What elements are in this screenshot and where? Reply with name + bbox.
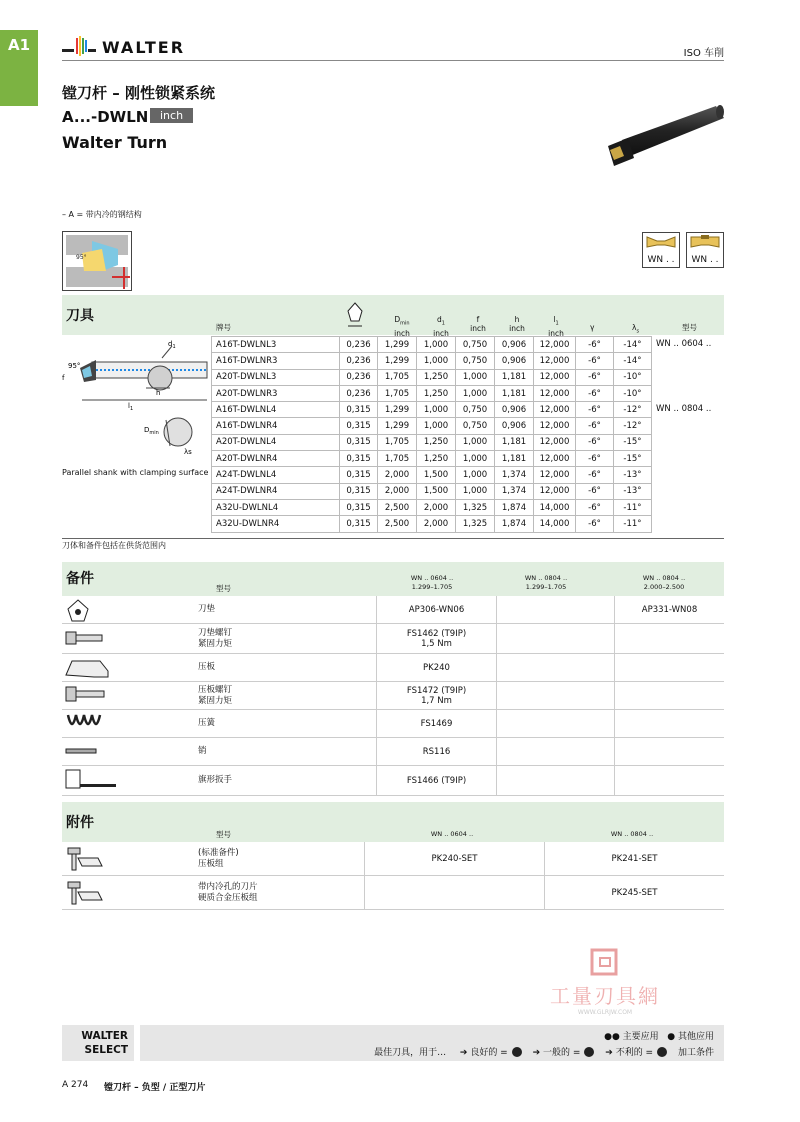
spare-col2 [496, 738, 614, 765]
tools-header [62, 295, 724, 338]
dmin-cell: 2,000 [378, 483, 417, 499]
ic-cell: 0,315 [340, 499, 378, 515]
l1-cell: 14,000 [534, 516, 576, 532]
dmin-label: $D_{min}$ [144, 426, 159, 436]
f-cell: 1,325 [456, 516, 495, 532]
lambda-cell: -13° [614, 467, 652, 483]
lambda-cell: -15° [614, 451, 652, 467]
lambda-cell: -12° [614, 402, 652, 418]
section-label: ISO 车削 [683, 48, 724, 59]
lambda-cell: -14° [614, 337, 652, 353]
spare-col1: AP306-WN06 [376, 596, 496, 623]
f-cell: 0,750 [456, 337, 495, 353]
ic-cell: 0,315 [340, 434, 378, 450]
gamma-cell: -6° [576, 418, 614, 434]
col-type: 型号 [682, 323, 697, 332]
spares-title: 备件 [66, 571, 94, 587]
accessory-col1 [364, 876, 544, 909]
watermark-text: 工量刃具網 [550, 984, 660, 1008]
designation-cell: A32U-DWLNL4 [212, 499, 340, 515]
insert-size-icon [346, 301, 364, 329]
dmin-cell: 1,705 [378, 385, 417, 401]
walter-select-box [62, 1025, 134, 1061]
lambda-cell: -11° [614, 499, 652, 515]
h-cell: 1,181 [495, 385, 534, 401]
accessories-list [62, 842, 724, 910]
dmin-cell: 2,000 [378, 467, 417, 483]
dmin-cell: 1,299 [378, 402, 417, 418]
walter-logo-icon [62, 36, 96, 58]
walter-logo [62, 36, 185, 58]
h-cell: 1,374 [495, 467, 534, 483]
l1-cell: 12,000 [534, 483, 576, 499]
d1-cell: 1,000 [417, 418, 456, 434]
page-title: 镗刀杆 – 刚性锁紧系统 [62, 84, 215, 102]
h-cell: 1,181 [495, 434, 534, 450]
insert-icon-1 [642, 232, 680, 268]
f-cell: 1,000 [456, 467, 495, 483]
d1-cell: 1,000 [417, 353, 456, 369]
designation-cell: A24T-DWLNR4 [212, 483, 340, 499]
designation-cell: A16T-DWLNR4 [212, 418, 340, 434]
tools-title: 刀具 [66, 308, 94, 324]
gamma-cell: -6° [576, 369, 614, 385]
table-row [212, 499, 725, 515]
f-cell: 0,750 [456, 353, 495, 369]
spare-col3 [614, 766, 724, 795]
shank-caption: Parallel shank with clamping surface [62, 468, 209, 477]
dmin-cell: 1,299 [378, 337, 417, 353]
tool-drawing [62, 338, 212, 410]
type-cell: WN .. 0804 .. [656, 403, 712, 414]
gamma-cell: -6° [576, 353, 614, 369]
col-dmin: $D_{min}$ inch [394, 315, 410, 338]
spare-part-icon [64, 711, 120, 737]
spare-col2 [496, 624, 614, 653]
col-l1: $l_1$ inch [548, 315, 564, 338]
accessory-row [62, 876, 724, 910]
insert-icon-2 [686, 232, 724, 268]
l1-cell: 12,000 [534, 337, 576, 353]
spares-col-3: WN .. 0804 .. 2.000–2.500 [642, 574, 686, 591]
dmin-cell: 2,500 [378, 499, 417, 515]
spare-icon-cell [62, 738, 198, 765]
d1-cell: 1,500 [417, 467, 456, 483]
clamp-set-icon [64, 878, 104, 908]
col-d1: $d_1$ inch [433, 315, 449, 338]
f-cell: 0,750 [456, 402, 495, 418]
h-cell: 0,906 [495, 353, 534, 369]
logo-text: WALTER [102, 37, 186, 57]
spare-row [62, 654, 724, 682]
f-cell: 1,000 [456, 385, 495, 401]
gamma-cell: -6° [576, 385, 614, 401]
dmin-cell: 1,299 [378, 353, 417, 369]
spare-row [62, 596, 724, 624]
accessories-header [62, 802, 724, 842]
dmin-cell: 1,299 [378, 418, 417, 434]
spare-col3: AP331-WN08 [614, 596, 724, 623]
accessories-title: 附件 [66, 815, 94, 831]
spares-col-1: WN .. 0604 .. 1.299–1.705 [410, 574, 454, 591]
spare-col3 [614, 738, 724, 765]
gamma-cell: -6° [576, 451, 614, 467]
spare-col1: FS1469 [376, 710, 496, 737]
spare-col2 [496, 710, 614, 737]
accessory-col2: PK241-SET [544, 842, 724, 875]
d1-cell: 2,000 [417, 516, 456, 532]
select-line1: WALTER [81, 1030, 128, 1042]
ic-cell: 0,236 [340, 385, 378, 401]
designation-cell: A20T-DWLNR4 [212, 451, 340, 467]
inch-badge: inch [150, 108, 193, 123]
normal-face-icon [584, 1047, 594, 1057]
lambda-cell: -11° [614, 516, 652, 532]
table-row [212, 385, 725, 401]
ic-cell: 0,315 [340, 418, 378, 434]
l1-cell: 12,000 [534, 369, 576, 385]
l1-cell: 12,000 [534, 451, 576, 467]
ic-cell: 0,236 [340, 353, 378, 369]
brand-title: Walter Turn [62, 133, 168, 152]
spare-col2 [496, 596, 614, 623]
l1-cell: 12,000 [534, 434, 576, 450]
ic-cell: 0,315 [340, 402, 378, 418]
supply-note: 刀体和备件包括在供货范围内 [62, 541, 166, 550]
lambda-label: λs [184, 448, 192, 456]
table-row [212, 434, 725, 450]
lambda-cell: -14° [614, 353, 652, 369]
col-gamma: γ [590, 323, 595, 332]
ic-cell: 0,315 [340, 516, 378, 532]
spare-icon-cell [62, 654, 198, 681]
spares-type-label: 型号 [216, 584, 231, 593]
accessory-col2: PK245-SET [544, 876, 724, 909]
type-cell: WN .. 0604 .. [656, 338, 712, 349]
spare-col1: FS1472 (T9IP) 1,7 Nm [376, 682, 496, 709]
dmin-cell: 2,500 [378, 516, 417, 532]
table-row [212, 353, 725, 369]
designation-cell: A24T-DWLNL4 [212, 467, 340, 483]
spare-row [62, 766, 724, 796]
h-cell: 1,181 [495, 451, 534, 467]
spare-name: 旗形扳手 [198, 775, 233, 785]
lambda-cell: -12° [614, 418, 652, 434]
designation-cell: A20T-DWLNR3 [212, 385, 340, 401]
ic-cell: 0,236 [340, 337, 378, 353]
ic-cell: 0,315 [340, 483, 378, 499]
spare-part-icon [64, 597, 120, 623]
h-cell: 1,374 [495, 483, 534, 499]
select-line2: SELECT [84, 1044, 128, 1056]
spare-col1: PK240 [376, 654, 496, 681]
designation-cell: A16T-DWLNL3 [212, 337, 340, 353]
l1-cell: 14,000 [534, 499, 576, 515]
watermark [540, 948, 670, 1016]
f-cell: 1,000 [456, 434, 495, 450]
tools-table [211, 336, 724, 533]
product-code: A...-DWLN [62, 108, 149, 126]
h-cell: 0,906 [495, 337, 534, 353]
spare-part-icon [64, 739, 120, 765]
spare-icon-cell [62, 682, 198, 709]
designation-cell: A20T-DWLNL3 [212, 369, 340, 385]
table-row [212, 337, 725, 353]
gamma-cell: -6° [576, 467, 614, 483]
spare-col1: RS116 [376, 738, 496, 765]
accessory-row [62, 842, 724, 876]
bad-face-icon [657, 1047, 667, 1057]
spare-part-icon [64, 626, 120, 652]
spare-col3 [614, 624, 724, 653]
l1-cell: 12,000 [534, 385, 576, 401]
table-row [212, 369, 725, 385]
h-cell: 0,906 [495, 418, 534, 434]
spare-name: 压簧 [198, 718, 216, 728]
lambda-cell: -10° [614, 385, 652, 401]
spare-icon-cell [62, 710, 198, 737]
col-lambda: $\lambda_s$ [632, 323, 640, 335]
designation-cell: A32U-DWLNR4 [212, 516, 340, 532]
spare-col2 [496, 766, 614, 795]
clamp-set-icon [64, 844, 104, 874]
insert-icon-label: WN . . [691, 255, 719, 265]
f-cell: 0,750 [456, 418, 495, 434]
spare-part-icon [64, 655, 120, 681]
gamma-cell: -6° [576, 337, 614, 353]
spare-name: 刀垫螺钉 紧固力矩 [198, 627, 233, 649]
spares-header [62, 562, 724, 596]
spare-col3 [614, 682, 724, 709]
gamma-cell: -6° [576, 483, 614, 499]
spare-row [62, 624, 724, 654]
spare-name: 刀垫 [198, 604, 216, 614]
col-f: f inch [470, 315, 486, 333]
cross-section-drawing [140, 412, 212, 456]
spare-col1: FS1466 (T9IP) [376, 766, 496, 795]
dmin-cell: 1,705 [378, 451, 417, 467]
gamma-cell: -6° [576, 434, 614, 450]
h-cell: 1,874 [495, 516, 534, 532]
d1-label: $d_1$ [168, 340, 176, 350]
watermark-sub: WWW.GLRJW.COM [577, 1009, 633, 1016]
good-face-icon [512, 1047, 522, 1057]
d1-cell: 1,250 [417, 369, 456, 385]
page-number: A 274 [62, 1080, 89, 1090]
accessories-type-label: 型号 [216, 830, 231, 839]
dmin-cell: 1,705 [378, 434, 417, 450]
l1-cell: 12,000 [534, 418, 576, 434]
designation-cell: A20T-DWLNL4 [212, 434, 340, 450]
l1-cell: 12,000 [534, 467, 576, 483]
select-legend [140, 1025, 724, 1061]
insert-shape-icon [643, 233, 679, 251]
h-cell: 1,874 [495, 499, 534, 515]
l1-cell: 12,000 [534, 353, 576, 369]
footer-text: 镗刀杆 – 负型 / 正型刀片 [104, 1083, 206, 1093]
spare-col1: FS1462 (T9IP) 1,5 Nm [376, 624, 496, 653]
insert-icon-label: WN . . [647, 255, 675, 265]
table-row [212, 451, 725, 467]
tools-divider [62, 538, 724, 539]
note: – A = 带内冷的钢结构 [62, 210, 142, 219]
d1-cell: 1,250 [417, 385, 456, 401]
ic-cell: 0,315 [340, 467, 378, 483]
h-label: h [156, 389, 161, 397]
dmin-cell: 1,705 [378, 369, 417, 385]
header-divider [62, 60, 724, 61]
designation-cell: A16T-DWLNL4 [212, 402, 340, 418]
spare-part-icon [64, 683, 120, 709]
f-cell: 1,000 [456, 451, 495, 467]
spare-col2 [496, 654, 614, 681]
ic-cell: 0,236 [340, 369, 378, 385]
f-label: f [62, 374, 65, 382]
accessory-icon-cell [62, 842, 198, 875]
d1-cell: 1,000 [417, 337, 456, 353]
table-row [212, 483, 725, 499]
designation-cell: A16T-DWLNR3 [212, 353, 340, 369]
d1-cell: 1,250 [417, 434, 456, 450]
table-row [212, 516, 725, 532]
spare-col3 [614, 654, 724, 681]
spares-col-2: WN .. 0804 .. 1.299–1.705 [524, 574, 568, 591]
table-row [212, 467, 725, 483]
spare-name: 压板螺钉 紧固力矩 [198, 684, 233, 706]
spare-icon-cell [62, 624, 198, 653]
insert-shape-icon [687, 233, 723, 251]
ic-cell: 0,315 [340, 451, 378, 467]
d1-cell: 2,000 [417, 499, 456, 515]
spare-row [62, 738, 724, 766]
spare-col2 [496, 682, 614, 709]
accessories-col-2: WN .. 0804 .. [610, 830, 654, 838]
lambda-cell: -10° [614, 369, 652, 385]
svg-text:95°: 95° [76, 254, 87, 261]
l1-cell: 12,000 [534, 402, 576, 418]
machining-diagram-icon [62, 231, 132, 291]
accessory-name: 带内冷孔的刀片 硬质合金压板组 [198, 881, 258, 903]
legend-row2: 最佳刀具，用于… ➔ 良好的 = ➔ 一般的 = ➔ 不利的 = 加工条件 [374, 1048, 714, 1058]
accessory-col1: PK240-SET [364, 842, 544, 875]
boring-bar-image [604, 100, 728, 172]
gamma-cell: -6° [576, 499, 614, 515]
h-cell: 0,906 [495, 402, 534, 418]
l1-label: $l_1$ [128, 402, 134, 410]
f-cell: 1,000 [456, 483, 495, 499]
col-h: h inch [509, 315, 525, 333]
col-designation: 牌号 [216, 323, 231, 332]
spare-name: 压板 [198, 662, 216, 672]
legend-row1: ●● 主要应用 ● 其他应用 [604, 1032, 714, 1042]
chapter-tab: A1 [0, 30, 38, 106]
h-cell: 1,181 [495, 369, 534, 385]
spare-row [62, 682, 724, 710]
d1-cell: 1,500 [417, 483, 456, 499]
spare-row [62, 710, 724, 738]
f-cell: 1,000 [456, 369, 495, 385]
spare-col3 [614, 710, 724, 737]
lambda-cell: -15° [614, 434, 652, 450]
accessory-name: (标准备件) 压板组 [198, 847, 239, 869]
table-row [212, 402, 725, 418]
table-row [212, 418, 725, 434]
d1-cell: 1,000 [417, 402, 456, 418]
gamma-cell: -6° [576, 402, 614, 418]
f-cell: 1,325 [456, 499, 495, 515]
accessory-icon-cell [62, 876, 198, 909]
lambda-cell: -13° [614, 483, 652, 499]
spare-icon-cell [62, 766, 198, 795]
gamma-cell: -6° [576, 516, 614, 532]
spares-list [62, 596, 724, 796]
spare-name: 销 [198, 746, 207, 756]
watermark-logo-icon [590, 948, 620, 976]
d1-cell: 1,250 [417, 451, 456, 467]
spare-part-icon [64, 768, 120, 794]
spare-icon-cell [62, 596, 198, 623]
accessories-col-1: WN .. 0604 .. [430, 830, 474, 838]
angle-label: 95° [68, 362, 81, 370]
